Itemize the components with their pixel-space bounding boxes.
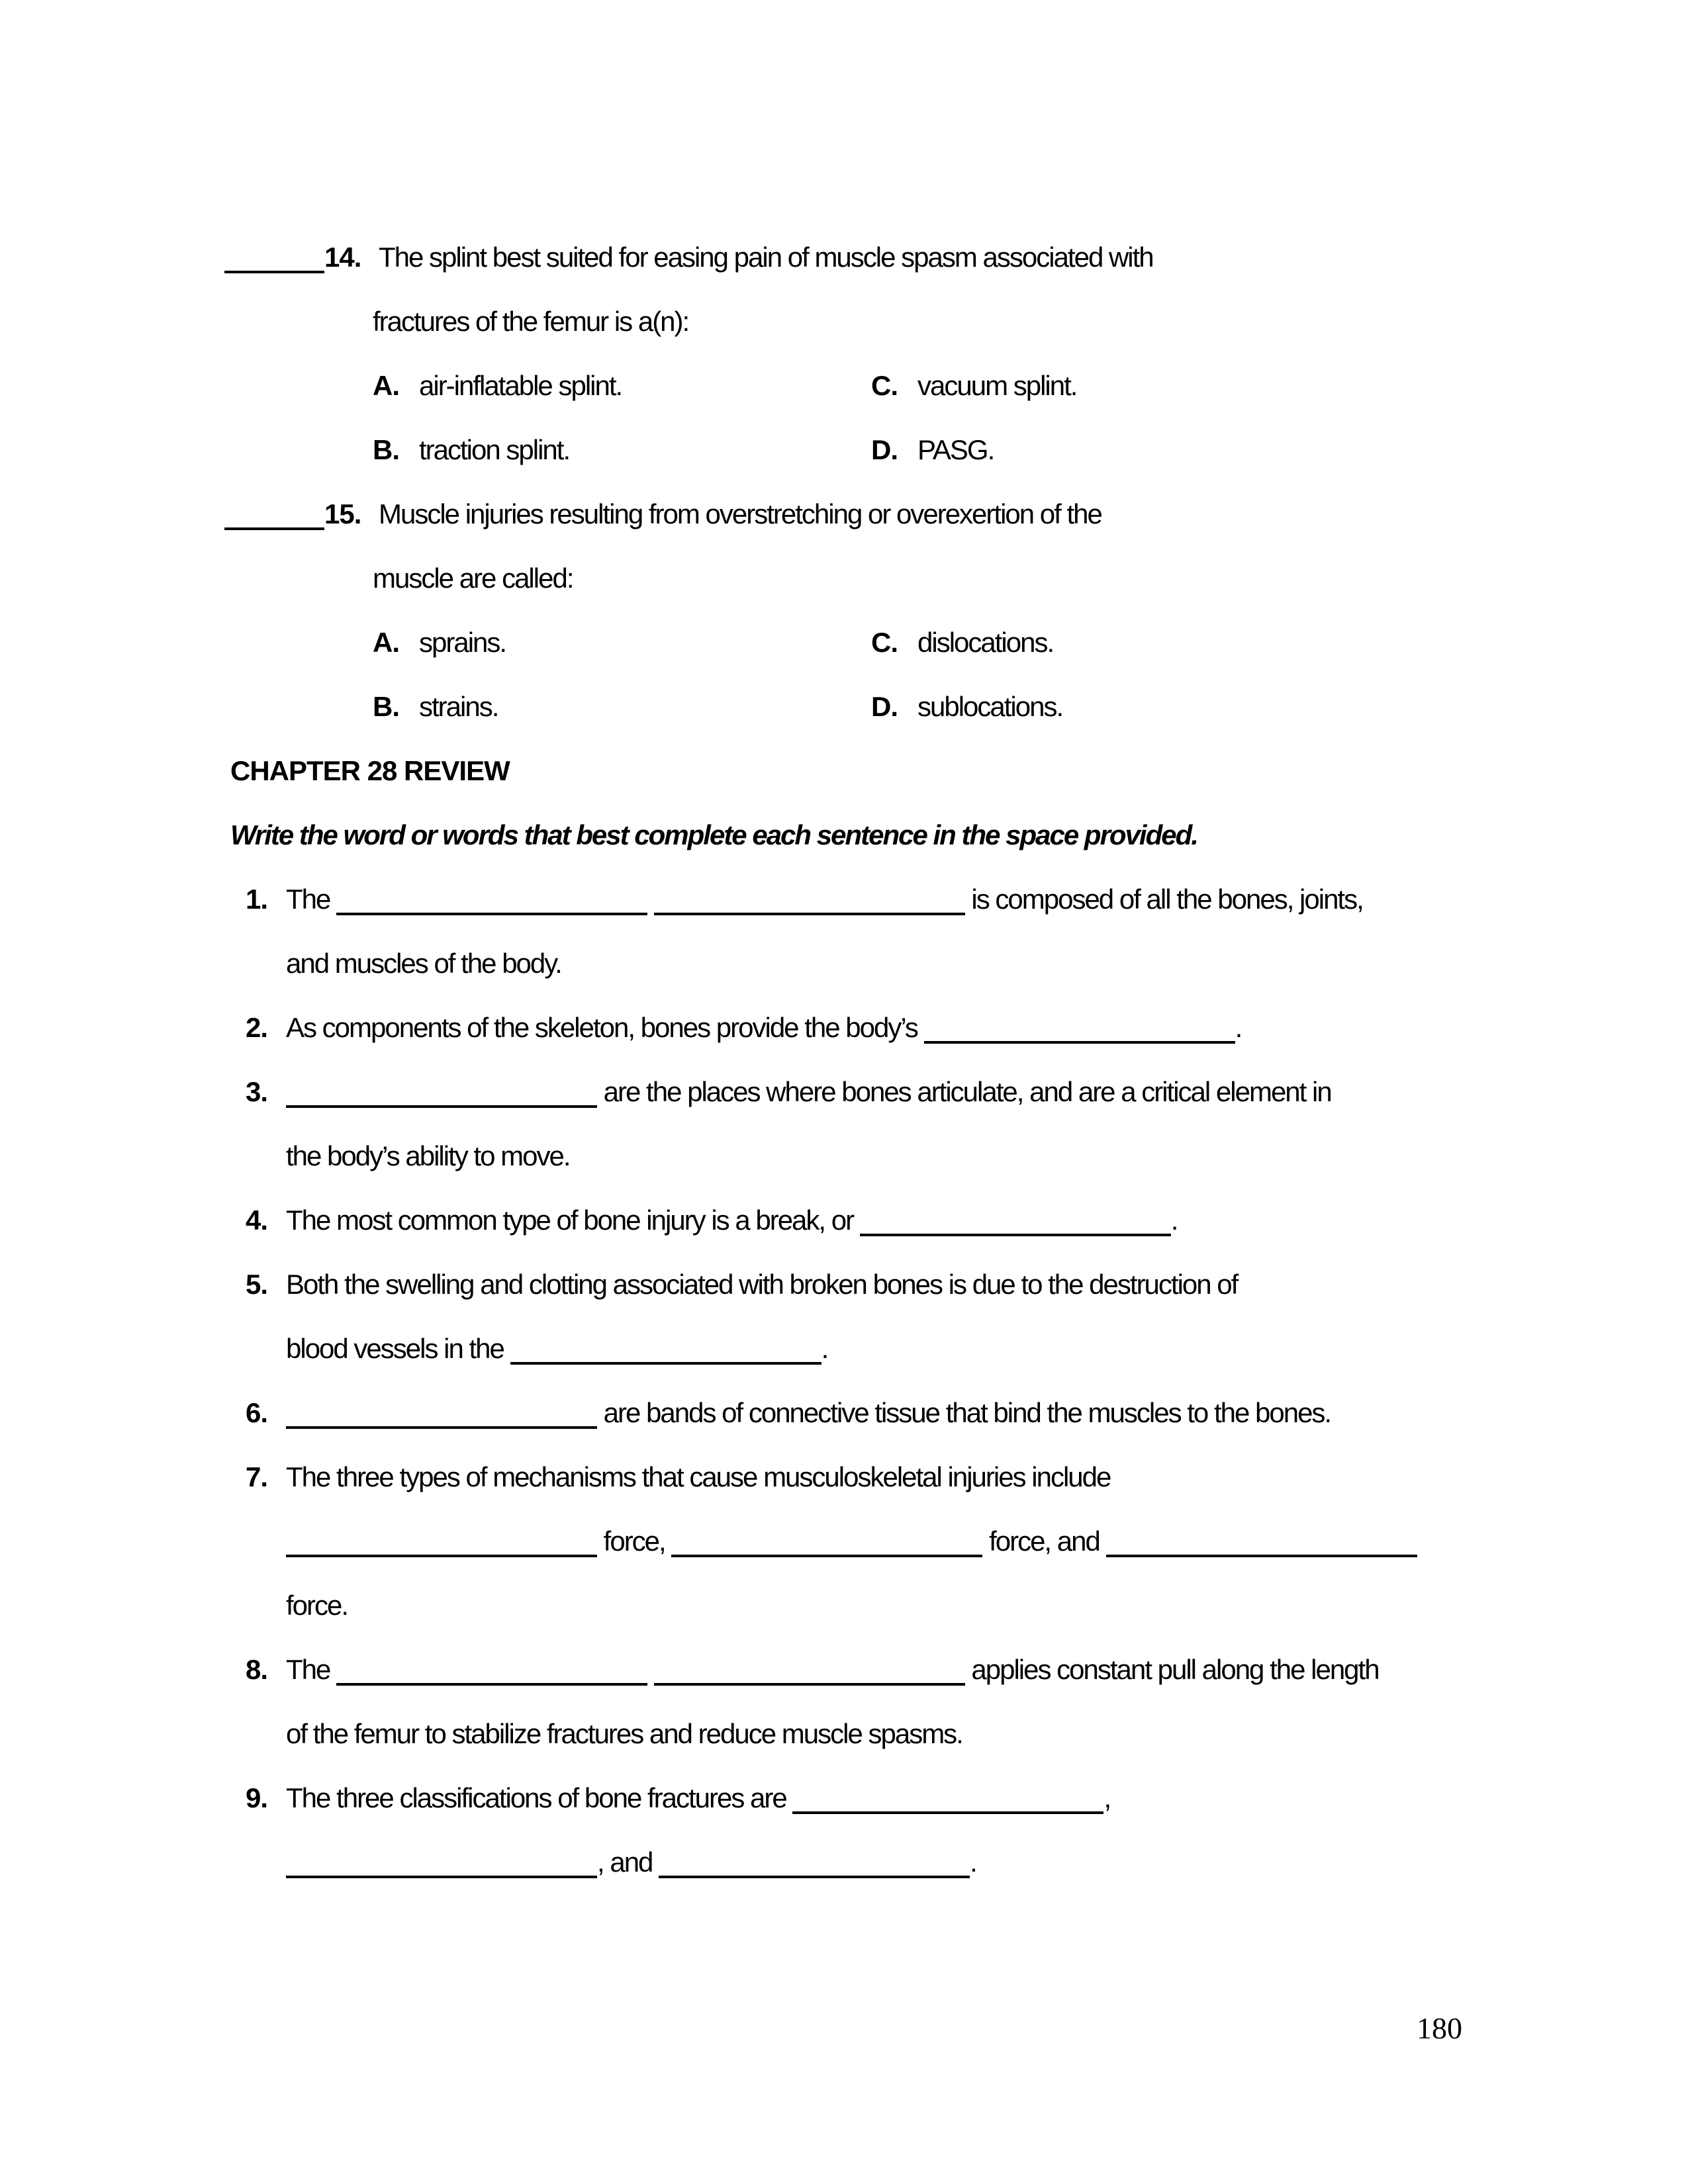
review-item-9 xyxy=(0,1766,1688,1894)
item-number: 1. xyxy=(246,884,268,915)
option-d xyxy=(871,691,1062,722)
mc-question-15 xyxy=(0,482,1688,739)
fill-in-blank-line xyxy=(286,1398,597,1429)
item-number: 2. xyxy=(246,1012,268,1043)
review-item-6-line-1 xyxy=(0,1381,1688,1445)
fill-in-blank-line xyxy=(286,1527,597,1557)
item-number: 4. xyxy=(246,1205,268,1236)
item-number: 5. xyxy=(246,1269,268,1300)
option-b xyxy=(373,674,871,739)
item-text: force, and xyxy=(989,1525,1100,1557)
review-item-1-line-1 xyxy=(0,867,1688,931)
mc-question-15-line-1 xyxy=(0,482,1688,546)
fill-in-blank-line xyxy=(659,1848,970,1878)
review-item-5 xyxy=(0,1252,1688,1381)
review-item-4-line-1 xyxy=(0,1188,1688,1252)
item-text: The xyxy=(286,884,330,915)
review-item-6 xyxy=(0,1381,1688,1445)
item-number: 6. xyxy=(246,1397,268,1428)
page-number: 180 xyxy=(1417,2011,1462,2045)
review-item-2 xyxy=(0,995,1688,1060)
review-item-3-line-1 xyxy=(0,1060,1688,1124)
item-text: , and xyxy=(597,1846,653,1878)
option-d xyxy=(871,434,994,465)
item-text: As components of the skeleton, bones provide the body’s xyxy=(286,1012,917,1043)
mc-question-15-options-row-2 xyxy=(0,674,1688,739)
fill-in-blank-line xyxy=(671,1527,982,1557)
fill-in-blank-line xyxy=(654,885,965,915)
option-letter: D. xyxy=(871,691,898,722)
option-letter: A. xyxy=(373,627,399,658)
option-text: air-inflatable splint. xyxy=(419,370,622,401)
item-number: 8. xyxy=(246,1654,268,1685)
question-text: Muscle injuries resulting from overstretching or overexertion of the xyxy=(379,498,1102,529)
section-heading: CHAPTER 28 REVIEW xyxy=(230,755,510,786)
mc-question-14-line-2 xyxy=(0,289,1688,353)
item-text: blood vessels in the xyxy=(286,1333,504,1364)
review-item-7 xyxy=(0,1445,1688,1637)
review-item-5-line-2 xyxy=(0,1316,1688,1381)
fill-in-blank-line xyxy=(1106,1527,1417,1557)
answer-blank-line xyxy=(224,243,324,273)
option-letter: A. xyxy=(373,370,399,401)
review-item-9-line-2 xyxy=(0,1830,1688,1894)
fill-in-blank-line xyxy=(860,1206,1171,1236)
review-item-4 xyxy=(0,1188,1688,1252)
option-text: PASG. xyxy=(917,434,994,465)
fill-in-blank-line xyxy=(286,1077,597,1108)
option-b xyxy=(373,418,871,482)
option-letter: C. xyxy=(871,627,898,658)
question-number: 14. xyxy=(324,242,361,273)
fill-in-blank-line xyxy=(924,1013,1235,1044)
option-text: strains. xyxy=(419,691,498,722)
review-item-9-line-1 xyxy=(0,1766,1688,1830)
option-c xyxy=(871,370,1076,401)
item-text: is composed of all the bones, joints, xyxy=(971,884,1363,915)
item-text: force, xyxy=(603,1525,665,1557)
item-text: the body’s ability to move. xyxy=(286,1140,570,1171)
item-text: The three classifications of bone fractures are xyxy=(286,1782,786,1813)
review-item-8-line-2 xyxy=(0,1702,1688,1766)
item-text: . xyxy=(1170,1205,1178,1236)
mc-question-14 xyxy=(0,225,1688,482)
review-item-7-line-1 xyxy=(0,1445,1688,1509)
fill-in-blank-line xyxy=(286,1848,597,1878)
mc-question-15-line-2 xyxy=(0,546,1688,610)
answer-blank-line xyxy=(224,500,324,530)
question-text: The splint best suited for easing pain of muscle spasm associated with xyxy=(379,242,1153,273)
item-text: The xyxy=(286,1654,330,1685)
item-text: The three types of mechanisms that cause musculoskeletal injuries include xyxy=(286,1461,1111,1492)
item-text: are the places where bones articulate, and are a critical element in xyxy=(603,1076,1331,1107)
fill-in-blank-line xyxy=(336,885,647,915)
item-text: . xyxy=(821,1333,828,1364)
option-text: sublocations. xyxy=(917,691,1063,722)
mc-question-14-line-1 xyxy=(0,225,1688,289)
item-number: 9. xyxy=(246,1782,268,1813)
option-letter: B. xyxy=(373,434,399,465)
question-text: muscle are called: xyxy=(373,563,573,594)
review-item-1 xyxy=(0,867,1688,995)
mc-question-14-options-row-2 xyxy=(0,418,1688,482)
option-text: sprains. xyxy=(419,627,506,658)
review-item-5-line-1 xyxy=(0,1252,1688,1316)
option-letter: B. xyxy=(373,691,399,722)
option-a xyxy=(373,353,871,418)
option-a xyxy=(373,610,871,674)
item-text: force. xyxy=(286,1590,348,1621)
item-text: Both the swelling and clotting associated with broken bones is due to the destruction of xyxy=(286,1269,1238,1300)
review-item-3-line-2 xyxy=(0,1124,1688,1188)
fill-in-blank-line xyxy=(792,1784,1103,1814)
review-item-7-line-3 xyxy=(0,1573,1688,1637)
item-number: 7. xyxy=(246,1461,268,1492)
review-item-8 xyxy=(0,1637,1688,1766)
fill-in-blank-line xyxy=(336,1655,647,1686)
review-item-3 xyxy=(0,1060,1688,1188)
question-number: 15. xyxy=(324,498,361,529)
fill-in-blank-line xyxy=(510,1334,821,1365)
item-text: and muscles of the body. xyxy=(286,948,561,979)
option-letter: D. xyxy=(871,434,898,465)
item-text: The most common type of bone injury is a break, or xyxy=(286,1205,854,1236)
option-letter: C. xyxy=(871,370,898,401)
review-item-7-line-2 xyxy=(0,1509,1688,1573)
question-text: fractures of the femur is a(n): xyxy=(373,306,689,337)
item-text: . xyxy=(1235,1012,1242,1043)
mc-question-15-options-row-1 xyxy=(0,610,1688,674)
item-text: . xyxy=(970,1846,976,1878)
section-instructions: Write the word or words that best complete each sentence in the space provided. xyxy=(230,819,1197,850)
review-item-2-line-1 xyxy=(0,995,1688,1060)
option-c xyxy=(871,627,1053,658)
item-text: , xyxy=(1103,1782,1111,1813)
item-number: 3. xyxy=(246,1076,268,1107)
item-text: applies constant pull along the length xyxy=(971,1654,1379,1685)
mc-question-14-options-row-1 xyxy=(0,353,1688,418)
option-text: vacuum splint. xyxy=(917,370,1077,401)
option-text: traction splint. xyxy=(419,434,570,465)
review-item-8-line-1 xyxy=(0,1637,1688,1702)
review-item-1-line-2 xyxy=(0,931,1688,995)
option-text: dislocations. xyxy=(917,627,1054,658)
fill-in-blank-line xyxy=(654,1655,965,1686)
item-text: of the femur to stabilize fractures and reduce muscle spasms. xyxy=(286,1718,962,1749)
item-text: are bands of connective tissue that bind the muscles to the bones. xyxy=(603,1397,1331,1428)
